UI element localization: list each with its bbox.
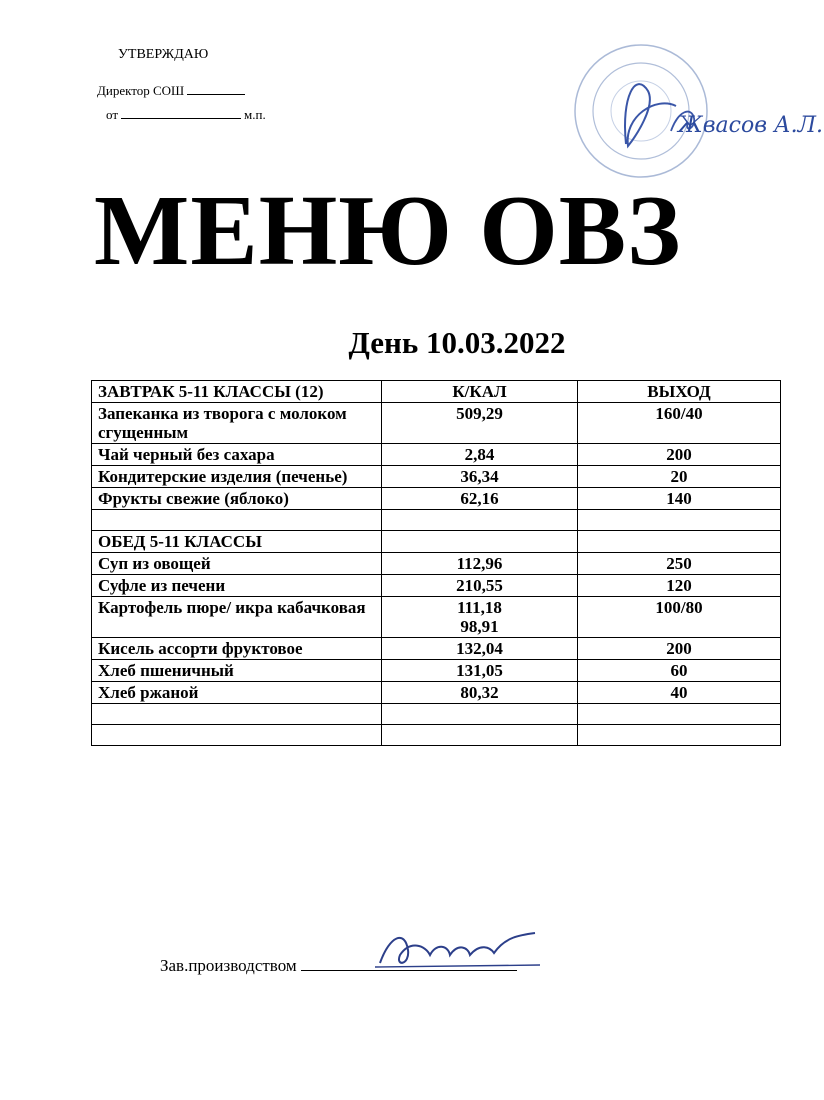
dish-cell: ОБЕД 5-11 КЛАССЫ (92, 531, 382, 553)
kcal-cell: 509,29 (382, 403, 578, 444)
dish-cell (92, 704, 382, 725)
portion-cell: 60 (578, 660, 781, 682)
kcal-cell: 36,34 (382, 466, 578, 488)
menu-table-body (92, 381, 781, 746)
page-title: МЕНЮ ОВЗ (94, 174, 682, 286)
portion-cell: 120 (578, 575, 781, 597)
portion-cell: 200 (578, 444, 781, 466)
table-row (92, 597, 781, 638)
table-row (92, 444, 781, 466)
table-row (92, 531, 781, 553)
dish-cell: Суп из овощей (92, 553, 382, 575)
portion-cell (578, 531, 781, 553)
date-line (106, 107, 266, 123)
dish-cell: Хлеб ржаной (92, 682, 382, 704)
director-label: Директор СОШ (97, 83, 185, 98)
kcal-cell: 80,32 (382, 682, 578, 704)
portion-cell (578, 510, 781, 531)
date-blank (121, 108, 241, 119)
dish-cell: Суфле из печени (92, 575, 382, 597)
kcal-cell: 132,04 (382, 638, 578, 660)
dish-cell: Картофель пюре/ икра кабачковая (92, 597, 382, 638)
kcal-cell (382, 531, 578, 553)
table-row (92, 575, 781, 597)
portion-cell: ВЫХОД (578, 381, 781, 403)
from-label: от (106, 107, 119, 122)
dish-cell: Кондитерские изделия (печенье) (92, 466, 382, 488)
dish-cell: ЗАВТРАК 5-11 КЛАССЫ (12) (92, 381, 382, 403)
dish-cell: Чай черный без сахара (92, 444, 382, 466)
portion-cell: 160/40 (578, 403, 781, 444)
table-row (92, 510, 781, 531)
dish-cell (92, 725, 382, 746)
kcal-cell (382, 704, 578, 725)
kcal-cell: 131,05 (382, 660, 578, 682)
day-title: День 10.03.2022 (348, 325, 566, 360)
dish-cell: Фрукты свежие (яблоко) (92, 488, 382, 510)
kcal-cell: К/КАЛ (382, 381, 578, 403)
production-signature (370, 925, 550, 975)
director-line (97, 83, 245, 99)
portion-cell: 140 (578, 488, 781, 510)
table-header-row (92, 381, 781, 403)
kcal-cell: 2,84 (382, 444, 578, 466)
signature-text: Жвасов А.Л. (678, 113, 824, 138)
table-row (92, 725, 781, 746)
dish-cell (92, 510, 382, 531)
table-row (92, 638, 781, 660)
dish-cell: Кисель ассорти фруктовое (92, 638, 382, 660)
kcal-cell: 112,96 (382, 553, 578, 575)
kcal-cell: 111,18 98,91 (382, 597, 578, 638)
dish-cell: Хлеб пшеничный (92, 660, 382, 682)
portion-cell: 20 (578, 466, 781, 488)
kcal-cell: 210,55 (382, 575, 578, 597)
table-row (92, 488, 781, 510)
footer-label: Зав.производством (160, 956, 297, 975)
portion-cell (578, 704, 781, 725)
table-row (92, 660, 781, 682)
signature-blank (187, 84, 245, 95)
portion-cell: 200 (578, 638, 781, 660)
mp-label: м.п. (244, 107, 266, 122)
table-row (92, 466, 781, 488)
menu-table (91, 380, 781, 746)
portion-cell: 40 (578, 682, 781, 704)
dish-cell: Запеканка из творога с молоком сгущенным (92, 403, 382, 444)
table-row (92, 553, 781, 575)
approve-label: УТВЕРЖДАЮ (118, 47, 209, 62)
kcal-cell (382, 510, 578, 531)
kcal-cell (382, 725, 578, 746)
portion-cell: 100/80 (578, 597, 781, 638)
table-row (92, 403, 781, 444)
kcal-cell: 62,16 (382, 488, 578, 510)
table-row (92, 682, 781, 704)
portion-cell (578, 725, 781, 746)
portion-cell: 250 (578, 553, 781, 575)
table-row (92, 704, 781, 725)
